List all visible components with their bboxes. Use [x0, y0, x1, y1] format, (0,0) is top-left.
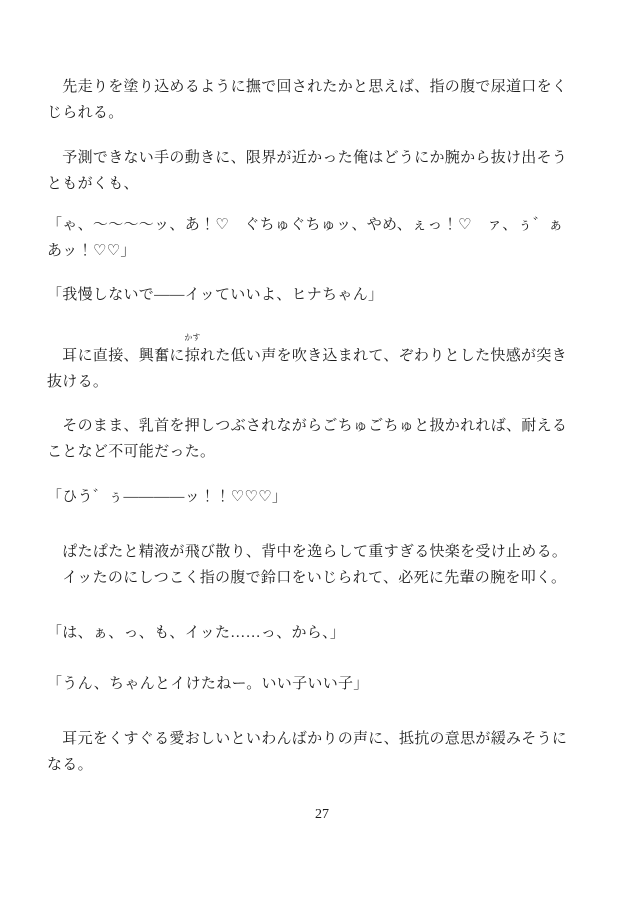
narration-paragraph [47, 74, 597, 126]
narration-paragraph [47, 539, 597, 565]
text-line: あッ！♡♡」 [47, 243, 136, 259]
text-line: じられる。 [47, 105, 124, 121]
text-segment: 耳に直接、興奮に [47, 348, 185, 364]
text-line: 抜ける。 [47, 374, 109, 390]
text-line: 「我慢しないで――イッていいよ、ヒナちゃん」 [47, 287, 384, 303]
ruby-annotation [184, 333, 201, 369]
dialogue-paragraph [47, 620, 597, 646]
ruby-furigana: かす [184, 333, 201, 342]
narration-paragraph [47, 145, 597, 197]
dialogue-paragraph [47, 484, 597, 510]
text-line: 「ゃ、～～～～ッ、あ！♡ ぐちゅぐちゅッ、やめ、ぇっ！♡ ァ、ぅ゛ぁ [47, 217, 564, 233]
page-number: 27 [315, 807, 329, 822]
narration-paragraph [47, 333, 597, 395]
text-line: そのまま、乳首を押しつぶされながらごちゅごちゅと扱かれれば、耐える [47, 418, 568, 434]
text-line: ことなど不可能だった。 [47, 444, 216, 460]
text-line [47, 333, 597, 369]
text-line: ともがくも、 [47, 176, 139, 192]
text-segment: れた低い声を吹き込まれて、ぞわりとした快感が突き [200, 348, 567, 364]
text-line: ぱたぱたと精液が飛び散り、背中を逸らして重すぎる快楽を受け止める。 [47, 544, 568, 560]
narration-paragraph [47, 413, 597, 465]
text-line: 「ひう゛ぅ――――ッ！！♡♡♡」 [47, 489, 288, 505]
dialogue-paragraph [47, 671, 597, 697]
text-line: 予測できない手の動きに、限界が近かった俺はどうにか腕から抜け出そう [47, 150, 568, 166]
dialogue-paragraph [47, 282, 597, 308]
text-line: 「は、ぁ、っ、も、イッた……っ、から、」 [47, 625, 346, 641]
text-line: なる。 [47, 757, 93, 773]
text-line: 耳元をくすぐる愛おしいといわんばかりの声に、抵抗の意思が緩みそうに [47, 731, 568, 747]
ruby-base: 掠 [184, 348, 201, 364]
text-line: 「うん、ちゃんとイけたねー。いい子いい子」 [47, 676, 369, 692]
narration-paragraph [47, 565, 597, 591]
text-line: イッたのにしつこく指の腹で鈴口をいじられて、必死に先輩の腕を叩く。 [47, 570, 567, 586]
text-line: 先走りを塗り込めるように撫で回されたかと思えば、指の腹で尿道口をく [47, 79, 568, 95]
narration-paragraph [47, 726, 597, 778]
dialogue-paragraph [47, 212, 597, 264]
